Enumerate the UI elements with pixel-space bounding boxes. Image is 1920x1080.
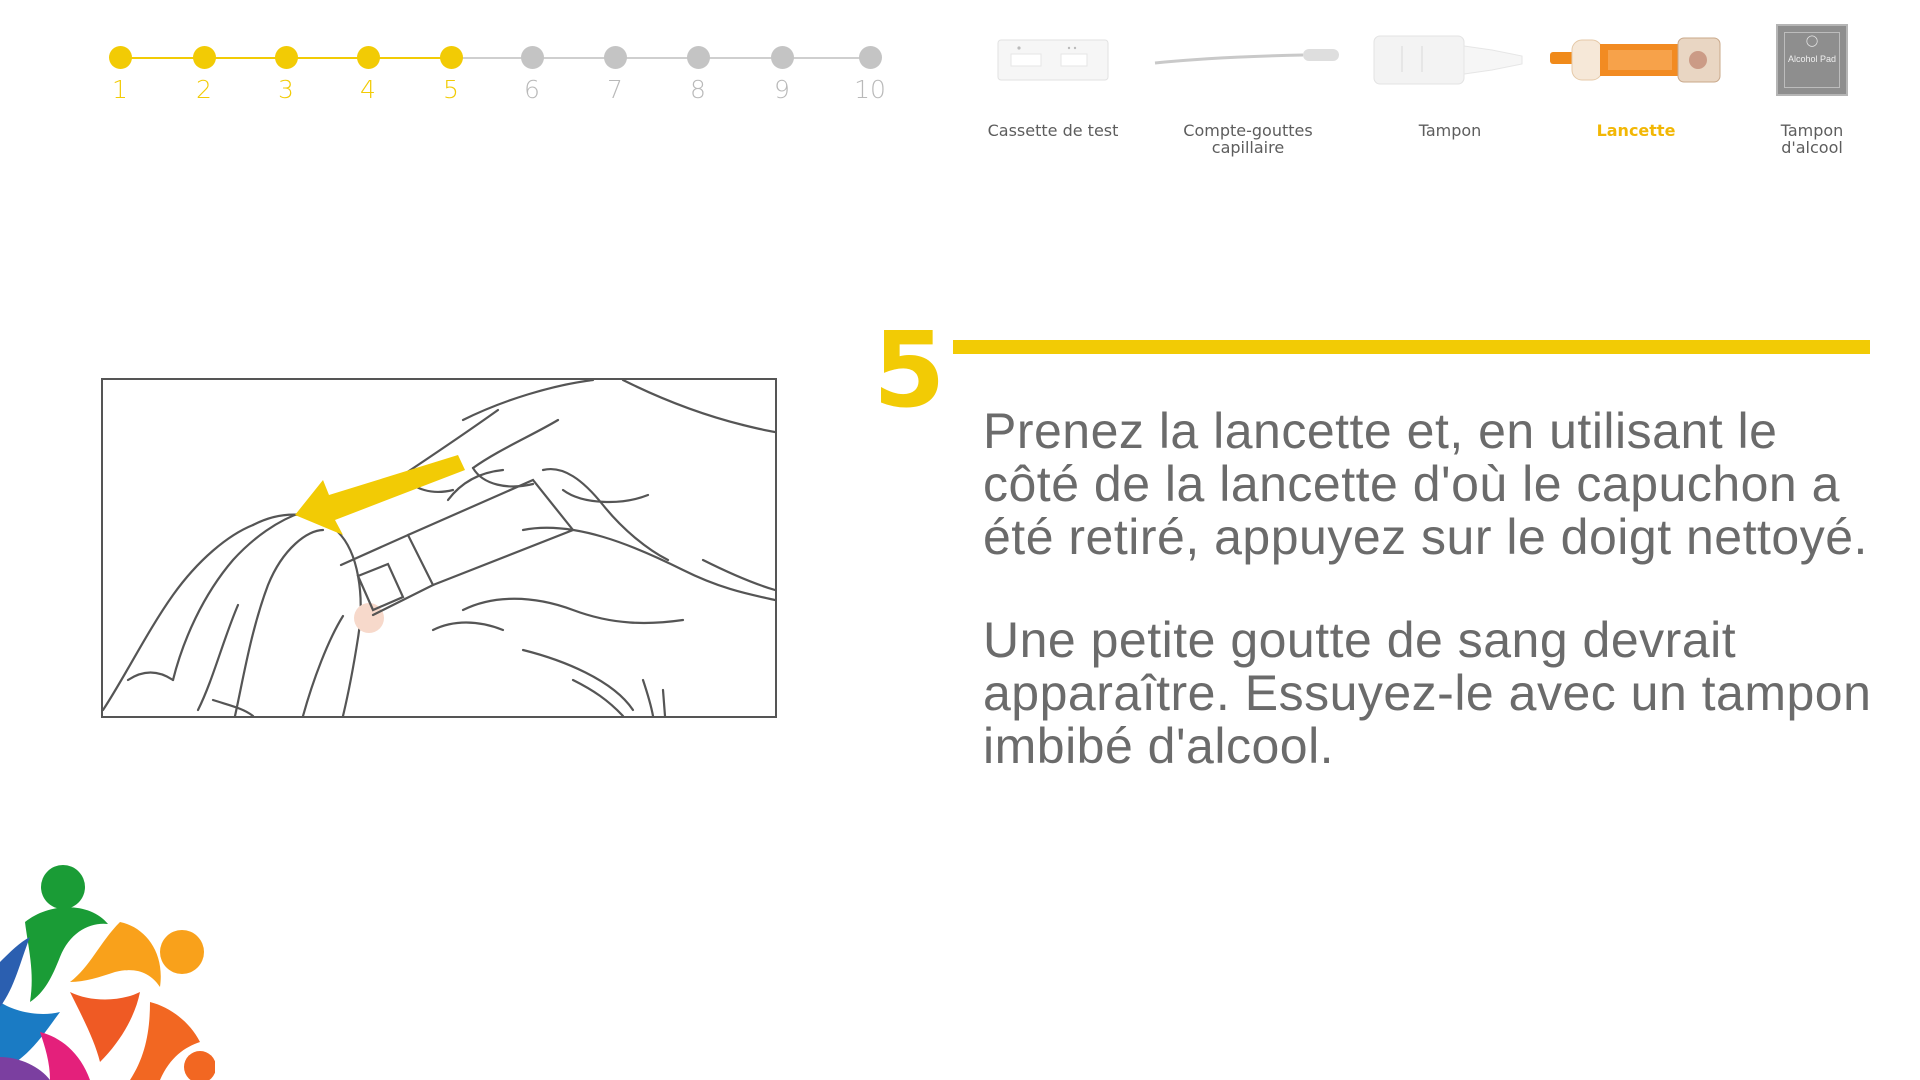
capillary-dropper-icon	[1148, 20, 1348, 100]
kit-item-buffer[interactable]	[1350, 20, 1550, 139]
lancet-icon	[1536, 20, 1736, 100]
step-instructions	[983, 405, 1883, 823]
step-divider	[953, 340, 1870, 354]
instruction-paragraph: Prenez la lancette et, en utilisant le côté de la lancette d'où le capuchon a été retiré, appuyez sur le doigt nettoyé.	[983, 403, 1868, 565]
alcohol-pad-text: Alcohol Pad	[1787, 54, 1837, 64]
step-number-label: 6	[524, 75, 540, 104]
kit-item-label: Tampon	[1418, 121, 1482, 140]
buffer-bottle-icon	[1350, 20, 1550, 100]
step-number-label: 4	[360, 75, 376, 104]
kit-items-bar	[0, 20, 1920, 160]
kit-item-test-cassette[interactable]	[953, 20, 1153, 139]
kit-item-label: Cassette de test	[987, 121, 1119, 140]
step-number-label: 9	[774, 75, 790, 104]
step-number-label: 7	[607, 75, 623, 104]
step-number-label: 5	[443, 75, 459, 104]
finger-prick-illustration	[101, 378, 777, 718]
step-number-label: 8	[690, 75, 706, 104]
step-number-label: 10	[854, 75, 886, 104]
kit-item-label: Lancette	[1596, 121, 1676, 140]
kit-item-label: Tampon d'alcool	[1780, 121, 1844, 157]
kit-item-label: Compte-gouttes capillaire	[1183, 121, 1313, 157]
alcohol-pad-icon: ◯ Alcohol Pad	[1712, 20, 1912, 100]
step-number-label: 1	[112, 75, 128, 104]
organization-logo	[0, 862, 215, 1080]
instruction-paragraph: Une petite goutte de sang devrait apparaître. Essuyez-le avec un tampon imbibé d'alcool.	[983, 612, 1872, 774]
step-number: 5	[873, 309, 946, 431]
kit-item-alcohol-pad[interactable]	[1712, 20, 1912, 156]
step-number-label: 2	[196, 75, 212, 104]
step-number-label: 3	[278, 75, 294, 104]
test-cassette-icon	[953, 20, 1153, 100]
kit-item-lancet[interactable]	[1536, 20, 1736, 139]
kit-item-capillary-dropper[interactable]	[1148, 20, 1348, 156]
